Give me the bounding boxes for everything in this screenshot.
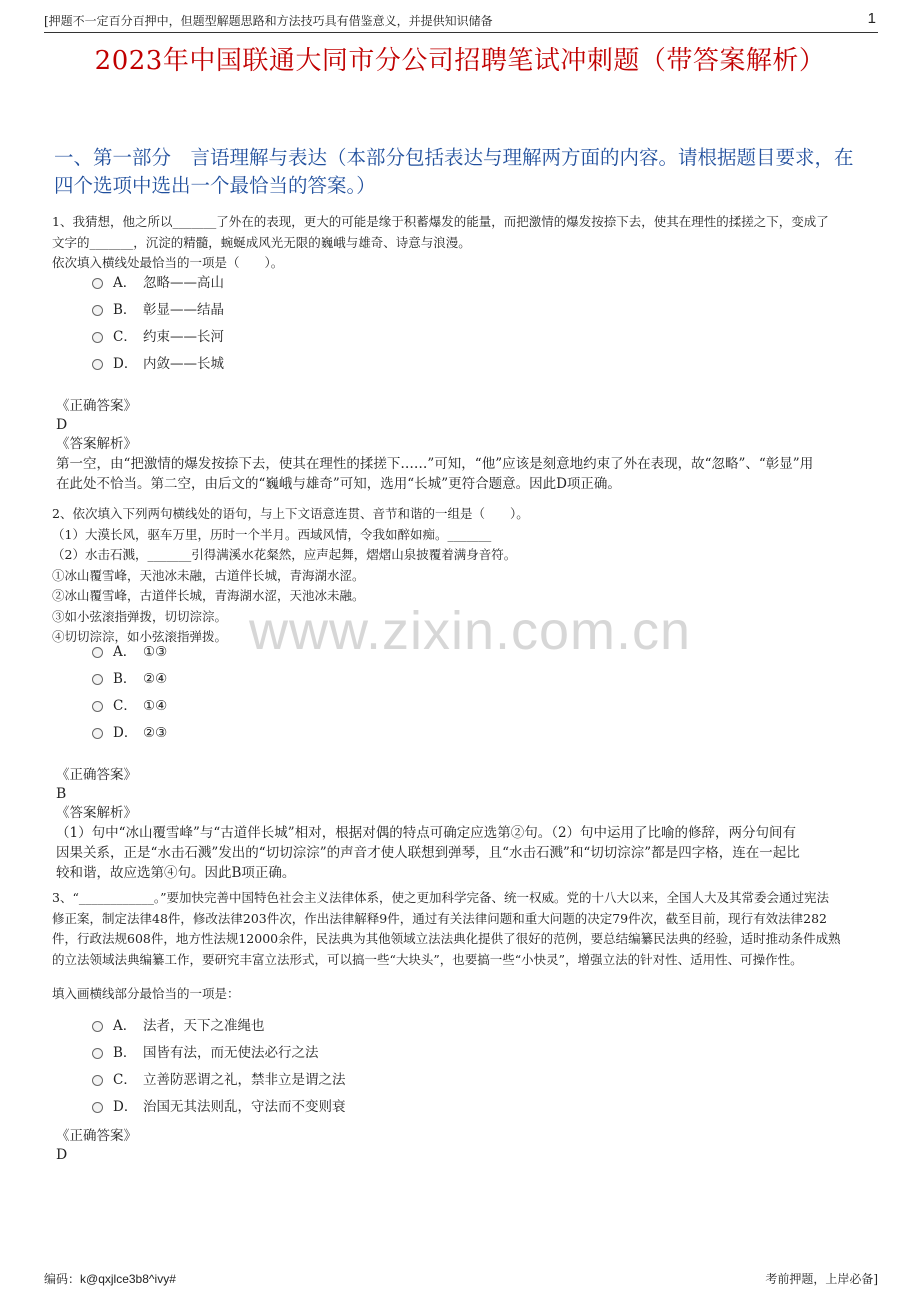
analysis-line: 在此处不恰当。第二空，由后文的“巍峨与雄奇”可知，选用“长城”更符合题意。因此D项正确。 (56, 476, 621, 492)
option-letter: A． (113, 275, 137, 291)
analysis-line: （1）句中“冰山覆雪峰”与“古道伴长城”相对，根据对偶的特点可确定应选第②句。（2）句中运用了比喻的修辞，两分句间有 (56, 825, 797, 841)
option-text: 立善防恶谓之礼，禁非立是谓之法 (143, 1072, 346, 1088)
option-letter: A． (113, 1018, 137, 1034)
stem-line: 修正案，制定法律48件，修改法律203件次，作出法律解释9件，通过有关法律问题和重大问题的决定79件次，截至目前，现行有效法律282 (52, 910, 827, 926)
option-text: 内敛——长城 (143, 356, 224, 372)
radio-icon[interactable] (92, 1021, 103, 1032)
footer-slogan: 考前押题，上岸必备] (765, 1272, 878, 1286)
radio-icon[interactable] (92, 332, 103, 343)
answer-value: D (56, 1147, 68, 1163)
answer-label: 《正确答案》 (56, 398, 137, 414)
radio-icon[interactable] (92, 674, 103, 685)
option-text: 约束——长河 (143, 329, 224, 345)
option-text: ②③ (143, 725, 168, 741)
option-text: 法者，天下之准绳也 (143, 1018, 265, 1034)
radio-icon[interactable] (92, 728, 103, 739)
option-letter: D． (113, 356, 138, 372)
radio-icon[interactable] (92, 701, 103, 712)
section-heading: 一、第一部分 言语理解与表达（本部分包括表达与理解两方面的内容。请根据题目要求，在四个选项中选出一个最恰当的答案。） (54, 146, 854, 197)
answer-label: 《正确答案》 (56, 1128, 137, 1144)
option-letter: C． (113, 698, 137, 714)
option-b[interactable] (92, 666, 592, 693)
stem-line: 文字的_______，沉淀的精髓，蜿蜒成风光无限的巍峨与雄奇、诗意与浪漫。 (52, 234, 471, 250)
code-label: 编码： (44, 1272, 81, 1286)
option-d[interactable] (92, 351, 592, 378)
radio-icon[interactable] (92, 1075, 103, 1086)
question-3-options (92, 1013, 592, 1121)
stem-line: 依次填入横线处最恰当的一项是（ ）。 (52, 255, 284, 270)
radio-icon[interactable] (92, 1048, 103, 1059)
radio-icon[interactable] (92, 278, 103, 289)
option-letter: B． (113, 1045, 137, 1061)
analysis-line: 较和谐，故应选第④句。因此B项正确。 (56, 865, 296, 881)
option-letter: B． (113, 671, 137, 687)
option-letter: C． (113, 1072, 137, 1088)
option-text: 忽略——高山 (143, 275, 224, 291)
question-1-options (92, 270, 592, 378)
stem-line: 3、“____________。”要加快完善中国特色社会主义法律体系，使之更加科学完备、统一权威。党的十八大以来，全国人大及其常委会通过宪法 (52, 890, 829, 905)
stem-line: （1）大漠长风，驱车万里，历时一个半月。西域风情，令我如醉如痴。_______ (52, 526, 492, 542)
analysis-line: 第一空，由“把激情的爆发按捺下去，使其在理性的揉搓下……”可知，“他”应该是刻意地约束了外在表现，故“忽略”、“彰显”用 (56, 456, 814, 472)
option-letter: D． (113, 725, 138, 741)
option-b[interactable] (92, 1040, 592, 1067)
option-c[interactable] (92, 1067, 592, 1094)
watermark: www.zixin.com.cn (248, 601, 692, 661)
question-3-answer (56, 1126, 868, 1164)
question-3-stem (52, 888, 872, 970)
analysis-line: 因果关系，正是“水击石溅”发出的“切切淙淙”的声音才使人联想到弹琴，且“水击石溅”和“切切淙淙”都是四字格，连在一起比 (56, 845, 800, 861)
question-1-stem (52, 212, 872, 274)
option-text: 彰显——结晶 (143, 302, 224, 318)
question-3-prompt: 填入画横线部分最恰当的一项是： (52, 986, 240, 1001)
option-text: ①④ (143, 698, 168, 714)
option-a[interactable] (92, 1013, 592, 1040)
option-text: 国皆有法，而无使法必行之法 (143, 1045, 319, 1061)
answer-value: B (56, 786, 67, 802)
stem-line: ③如小弦滚指弹拨，切切淙淙。 (52, 608, 228, 624)
option-text: ①③ (143, 644, 168, 660)
document-title: 2023年中国联通大同市分公司招聘笔试冲刺题（带答案解析） (94, 46, 826, 76)
footer-code (44, 1270, 176, 1287)
option-letter: D． (113, 1099, 138, 1115)
radio-icon[interactable] (92, 1102, 103, 1113)
answer-value: D (56, 417, 68, 433)
radio-icon[interactable] (92, 305, 103, 316)
stem-line: （2）水击石溅，_______引得满溪水花粲然，应声起舞，熠熠山泉披覆着满身音符。 (52, 547, 517, 562)
option-a[interactable] (92, 270, 592, 297)
code-value: k@qxjlce3b8^ivy# (80, 1272, 176, 1286)
option-d[interactable] (92, 720, 592, 747)
option-text: ②④ (143, 671, 168, 687)
option-letter: A． (113, 644, 137, 660)
question-2-answer (56, 765, 868, 883)
option-letter: C． (113, 329, 137, 345)
radio-icon[interactable] (92, 359, 103, 370)
stem-line: ④切切淙淙，如小弦滚指弹拨。 (52, 629, 228, 644)
stem-line: 件，行政法规608件，地方性法规12000余件，民法典为其他领域立法法典化提供了很好的范例，要总结编纂民法典的经验，适时推动条件成熟 (52, 931, 841, 946)
page-header (44, 12, 878, 33)
option-text: 治国无其法则乱，守法而不变则衰 (143, 1099, 346, 1115)
question-1-answer (56, 396, 868, 494)
page-number: 1 (867, 10, 876, 27)
option-d[interactable] (92, 1094, 592, 1121)
option-b[interactable] (92, 297, 592, 324)
analysis-label: 《答案解析》 (56, 436, 137, 452)
stem-line: 2、依次填入下列两句横线处的语句，与上下文语意连贯、音节和谐的一组是（ ）。 (52, 506, 529, 521)
option-c[interactable] (92, 324, 592, 351)
option-c[interactable] (92, 693, 592, 720)
header-note: [押题不一定百分百押中，但题型解题思路和方法技巧具有借鉴意义，并提供知识储备 (44, 14, 493, 28)
stem-line: 1、我猜想，他之所以_______了外在的表现，更大的可能是缘于积蓄爆发的能量，而把激情的爆发按捺下去，使其在理性的揉搓之下，变成了 (52, 214, 829, 229)
option-letter: B． (113, 302, 137, 318)
stem-line: 的立法领域法典编纂工作，要研究丰富立法形式，可以搞一些“大块头”，也要搞一些“小快灵”，增强立法的针对性、适用性、可操作性。 (52, 951, 803, 967)
radio-icon[interactable] (92, 647, 103, 658)
answer-label: 《正确答案》 (56, 767, 137, 783)
stem-line: ①冰山覆雪峰，天池冰未融，古道伴长城，青海湖水涩。 (52, 567, 365, 583)
analysis-label: 《答案解析》 (56, 805, 137, 821)
stem-line: ②冰山覆雪峰，古道伴长城，青海湖水涩，天池冰未融。 (52, 588, 365, 603)
